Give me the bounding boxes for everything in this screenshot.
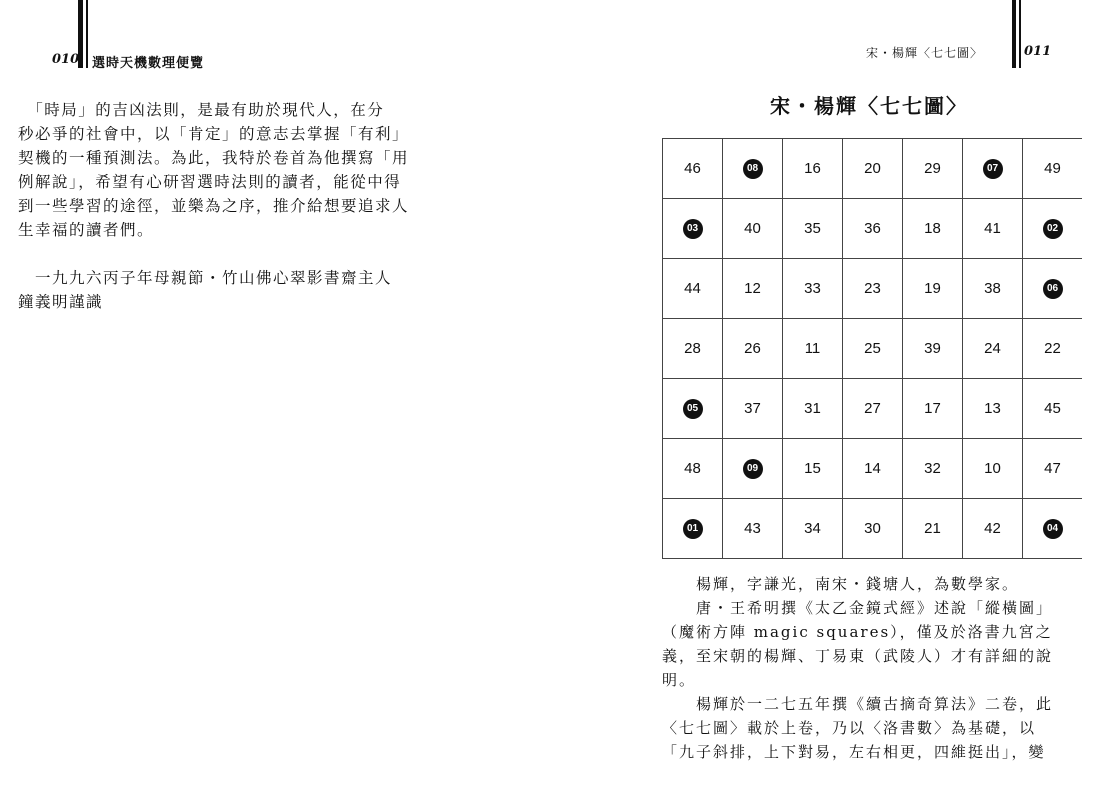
- circled-number: 02: [1043, 219, 1063, 239]
- body-line: 例解說」，希望有心研習選時法則的讀者，能從中得: [18, 173, 402, 191]
- grid-cell: 15: [783, 439, 843, 499]
- grid-cell: 14: [843, 439, 903, 499]
- signature-line: 鐘義明謹識: [18, 293, 104, 311]
- grid-cell: 28: [663, 319, 723, 379]
- grid-cell: [1023, 499, 1083, 559]
- grid-cell: [723, 139, 783, 199]
- grid-cell: 13: [963, 379, 1023, 439]
- right-spine-bar: [1019, 0, 1021, 68]
- left-body-text: [18, 98, 438, 314]
- body-line: 到一些學習的途徑，並樂為之序，推介給想要追求人: [18, 197, 410, 215]
- grid-cell: 24: [963, 319, 1023, 379]
- left-running-head: 選時天機數理便覽: [92, 56, 205, 71]
- circled-number: 03: [683, 219, 703, 239]
- body-line: 〈七七圖〉載於上卷，乃以〈洛書數〉為基礎，以: [662, 719, 1037, 737]
- grid-cell: 38: [963, 259, 1023, 319]
- right-spine-bar: [1012, 0, 1016, 68]
- circled-number: 09: [743, 459, 763, 479]
- body-line: 生幸福的讀者們。: [18, 221, 155, 239]
- grid-cell: 17: [903, 379, 963, 439]
- body-line: 契機的一種預測法。為此，我特於卷首為他撰寫「用: [18, 149, 410, 167]
- grid-cell: [663, 499, 723, 559]
- grid-cell: 27: [843, 379, 903, 439]
- circled-number: 07: [983, 159, 1003, 179]
- page-title: 宋・楊輝〈七七圖〉: [770, 94, 968, 118]
- circled-number: 08: [743, 159, 763, 179]
- grid-row: [663, 139, 1083, 199]
- body-line: 秒必爭的社會中，以「肯定」的意志去掌握「有利」: [18, 125, 410, 143]
- body-line: 楊輝，字謙光，南宋・錢塘人，為數學家。: [696, 575, 1020, 593]
- grid-cell: [663, 379, 723, 439]
- grid-cell: 47: [1023, 439, 1083, 499]
- grid-row: [663, 379, 1083, 439]
- grid-cell: 39: [903, 319, 963, 379]
- grid-cell: 49: [1023, 139, 1083, 199]
- right-body-text: [662, 572, 1072, 764]
- grid-cell: 33: [783, 259, 843, 319]
- grid-cell: 45: [1023, 379, 1083, 439]
- body-line: （魔術方陣 magic squares），僅及於洛書九宮之: [662, 623, 1053, 641]
- grid-cell: 34: [783, 499, 843, 559]
- grid-cell: 18: [903, 199, 963, 259]
- circled-number: 04: [1043, 519, 1063, 539]
- grid-cell: 35: [783, 199, 843, 259]
- body-line: 明。: [662, 671, 697, 689]
- grid-row: [663, 439, 1083, 499]
- right-page-number: 011: [1024, 44, 1052, 59]
- grid-cell: 26: [723, 319, 783, 379]
- circled-number: 05: [683, 399, 703, 419]
- grid-cell: 20: [843, 139, 903, 199]
- grid-cell: 36: [843, 199, 903, 259]
- grid-cell: 19: [903, 259, 963, 319]
- grid-cell: 23: [843, 259, 903, 319]
- grid-cell: 43: [723, 499, 783, 559]
- grid-cell: 29: [903, 139, 963, 199]
- grid-row: [663, 199, 1083, 259]
- grid-cell: [1023, 199, 1083, 259]
- left-page-number: 010: [52, 52, 80, 67]
- grid-cell: [1023, 259, 1083, 319]
- grid-cell: 46: [663, 139, 723, 199]
- circled-number: 06: [1043, 279, 1063, 299]
- magic-square-table: [662, 138, 1082, 559]
- right-running-head: 宋・楊輝〈七七圖〉: [866, 46, 984, 60]
- grid-cell: 42: [963, 499, 1023, 559]
- grid-cell: [963, 139, 1023, 199]
- circled-number: 01: [683, 519, 703, 539]
- grid-cell: 16: [783, 139, 843, 199]
- grid-cell: 31: [783, 379, 843, 439]
- grid-cell: 12: [723, 259, 783, 319]
- body-line: 義，至宋朝的楊輝、丁易東（武陵人）才有詳細的說: [662, 647, 1054, 665]
- grid-cell: 41: [963, 199, 1023, 259]
- body-line: 楊輝於一二七五年撰《續古摘奇算法》二卷，此: [696, 695, 1054, 713]
- grid-row: [663, 499, 1083, 559]
- grid-cell: 48: [663, 439, 723, 499]
- grid-row: [663, 319, 1083, 379]
- grid-cell: 37: [723, 379, 783, 439]
- grid-cell: 40: [723, 199, 783, 259]
- signature-line: 一九九六丙子年母親節・竹山佛心翠影書齋主人: [18, 269, 393, 287]
- grid-cell: 30: [843, 499, 903, 559]
- body-line: 「九子斜排，上下對易，左右相更，四維挺出」，變: [662, 743, 1046, 761]
- grid-cell: 22: [1023, 319, 1083, 379]
- left-spine-bar: [86, 0, 88, 68]
- grid-cell: 11: [783, 319, 843, 379]
- grid-cell: 44: [663, 259, 723, 319]
- grid-cell: 32: [903, 439, 963, 499]
- grid-cell: [723, 439, 783, 499]
- grid-cell: [663, 199, 723, 259]
- grid-cell: 25: [843, 319, 903, 379]
- body-line: 唐・王希明撰《太乙金鏡式經》述說「縱橫圖」: [696, 599, 1054, 617]
- grid-cell: 21: [903, 499, 963, 559]
- grid-cell: 10: [963, 439, 1023, 499]
- grid-row: [663, 259, 1083, 319]
- body-line: 「時局」的吉凶法則，是最有助於現代人，在分: [18, 101, 385, 119]
